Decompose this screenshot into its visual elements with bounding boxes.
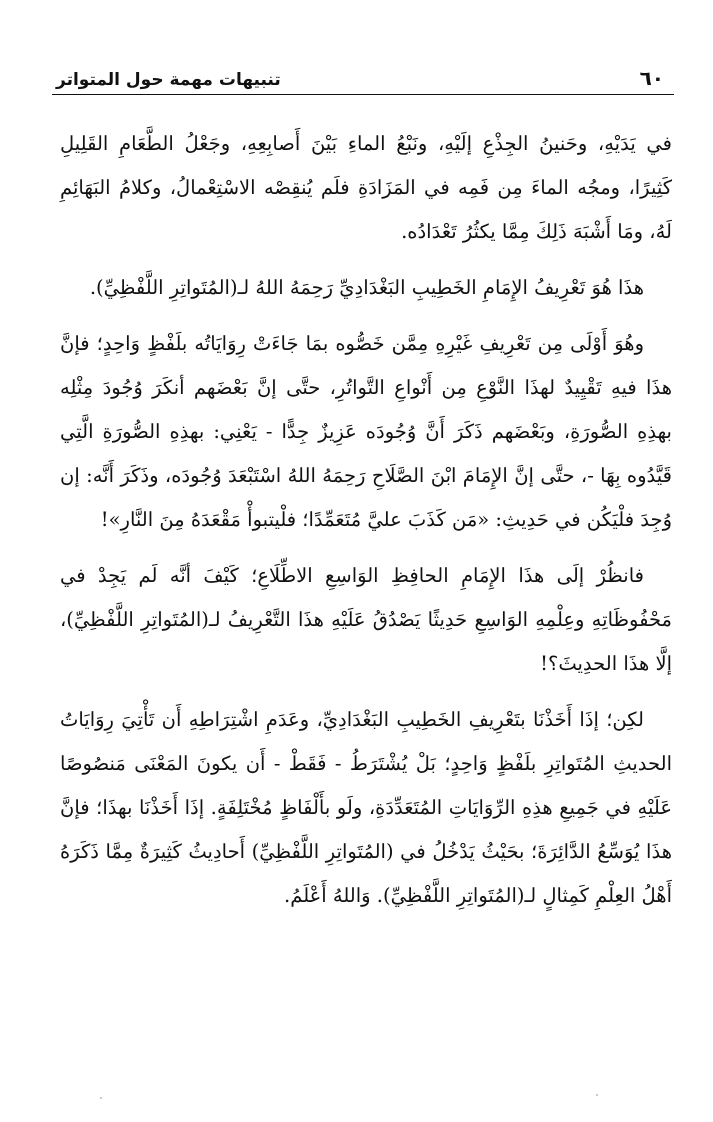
running-title: تنبيهات مهمة حول المتواتر — [56, 70, 281, 90]
paragraph-3: وهُوَ أَوْلَى مِن تَعْرِيفِ غَيْرِهِ مِمَّن خَصُّوه بمَا جَاءَتْ رِوَايَاتُه بلَفْظٍ وَاحِدٍ؛ فإنَّ هذَا فيهِ تَقْيِيدٌ لهذَا النَّوْعِ مِن أَنْواعِ التَّواتُرِ، حتَّى إنَّ بَعْضَهم أنكَرَ وُجُودَ مِثْلِه بهذِهِ الصُّورَةِ، وبَعْضَهم ذَكَرَ أَنَّ وُجُودَه عَزِيزٌ جِدًّا - يَعْنِي: بهذِهِ الصُّورَةِ الَّتِي قَيَّدُوه بِهَا -، حتَّى إنَّ الإِمَامَ ابْنَ الصَّلَاحِ رَحِمَهُ اللهُ اسْتَبْعَدَ وُجُودَه، وذَكَرَ أَنَّه: إن وُجِدَ فلْيَكُن في حَدِيثِ: «مَن كَذَبَ عليَّ مُتَعَمِّدًا؛ فلْيتبوأْ مَقْعَدَهُ مِنَ النَّارِ»! — [60, 332, 672, 531]
main-text — [60, 122, 672, 930]
scan-speck — [100, 1097, 102, 1099]
page-header — [52, 56, 674, 90]
paragraph-2: هذَا هُوَ تَعْرِيفُ الإِمَامِ الخَطِيبِ البَغْدَادِيِّ رَحِمَهُ اللهُ لـ(المُتَواتِرِ اللَّفْظِيِّ). — [89, 276, 644, 299]
page-number: ٦٠ — [639, 66, 664, 90]
header-divider — [52, 94, 674, 95]
paragraph-4: فانظُرْ إلَى هذَا الإِمَامِ الحافِظِ الوَاسِعِ الاطِّلَاعِ؛ كَيْفَ أنَّه لَم يَجِدْ في مَحْفُوظَاتِهِ وعِلْمِهِ الوَاسِعِ حَدِيثًا يَصْدُقُ عَلَيْهِ هذَا التَّعْرِيفُ لـ(المُتَواتِرِ اللَّفْظِيِّ)، إلَّا هذَا الحدِيثَ؟! — [60, 564, 672, 675]
paragraph-1: في يَدَيْهِ، وحَنينُ الجِذْعِ إلَيْهِ، ونَبْعُ الماءِ بَيْنَ أَصابِعِهِ، وجَعْلُ الطَّعَامِ القَلِيلِ كَثِيرًا، ومجُه الماءَ مِن فَمِه في المَزَادَةِ فلَم يُنقِصْه الاسْتِعْمالُ، وكلامُ البَهَائِمِ لَهُ، ومَا أَشْبَهَ ذَلِكَ مِمَّا يكثُرُ تَعْدَادُه. — [60, 132, 672, 243]
scan-speck — [596, 1094, 598, 1096]
paragraph-5: لكِن؛ إذَا أَخَذْنَا بتَعْرِيفِ الخَطِيبِ البَغْدَادِيِّ، وعَدَمِ اشْتِرَاطِهِ أَن تَأْتِيَ رِوَايَاتُ الحديثِ المُتَواتِرِ بلَفْظٍ وَاحِدٍ؛ بَلْ يُشْتَرَطُ - فَقَطْ - أَن يكونَ المَعْنَى مَنصُوصًا عَلَيْهِ في جَمِيعِ هذِهِ الرِّوَايَاتِ المُتَعَدِّدَةِ، ولَو بأَلْفَاظٍ مُخْتَلِفَةٍ. إذَا أَخَذْنَا بهذَا؛ فإنَّ هذَا يُوَسِّعُ الدَّائِرَةَ؛ بحَيْثُ يَدْخُلُ في (المُتَواتِرِ اللَّفْظِيِّ) أَحادِيثُ كَثِيرَةٌ مِمَّا ذَكَرَهُ أَهْلُ العِلْمِ كَمِثالٍ لـ(المُتَواتِرِ اللَّفْظِيِّ). وَاللهُ أَعْلَمُ. — [60, 708, 672, 907]
